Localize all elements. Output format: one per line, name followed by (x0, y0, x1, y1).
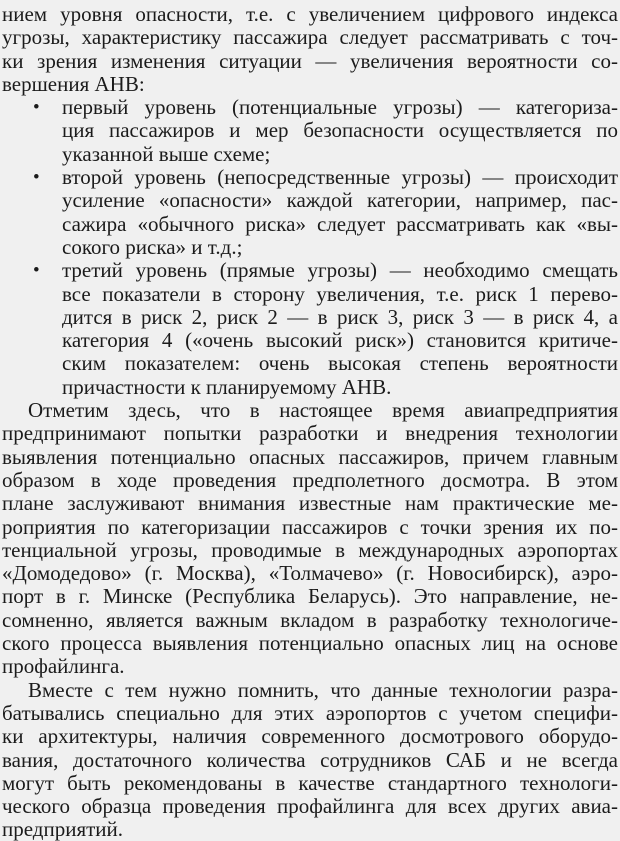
bullet-icon: • (33, 260, 40, 282)
text-line: ческого образца проведения профайлинга для всех других авиа- (2, 794, 618, 819)
text-line: ки архитектуры, наличия современного досмотрового оборудо- (2, 724, 618, 749)
text-line: «Домодедово» (г. Москва), «Толмачево» (г. Новосибирск), аэро- (2, 561, 618, 586)
text-line: ским показателем: очень высокая степень вероятности (62, 351, 618, 376)
text-line: профайлинга. (2, 654, 125, 679)
text-line: образом в ходе проведения предполетного досмотра. В этом (2, 467, 618, 492)
text-line: все показатели в сторону увеличения, т.е. риск 1 перево- (62, 281, 618, 306)
text-line: сажира «обычного риска» следует рассматривать как «вы- (62, 211, 618, 236)
bullet-icon: • (33, 167, 40, 189)
text-line: сомненно, является важным вкладом в разработку технологиче- (2, 607, 618, 632)
text-line: ки зрения изменения ситуации — увеличения вероятности со- (2, 48, 618, 73)
bullet-icon: • (33, 97, 40, 119)
text-line: роприятия по категоризации пассажиров с точки зрения их по- (2, 514, 618, 539)
bullet-item (2, 166, 618, 259)
text-line: вершения АНВ: (2, 71, 145, 96)
bullet-item (2, 96, 618, 166)
text-line: причастности к планируемому АНВ. (62, 374, 392, 399)
bullet-item (2, 259, 618, 399)
text-line: второй уровень (непосредственные угрозы) — происходит (62, 165, 618, 190)
text-line: Вместе с тем нужно помнить, что данные технологии разра- (28, 677, 618, 702)
text-line: выявления потенциально опасных пассажиров, причем главным (2, 444, 618, 469)
text-line: угрозы, характеристику пассажира следует рассматривать с точ- (2, 25, 618, 50)
text-line: ция пассажиров и мер безопасности осуществляется по (62, 118, 618, 143)
text-line: категория 4 («очень высокий риск») становится критиче- (62, 328, 618, 353)
text-line: Отметим здесь, что в настоящее время авиапредприятия (28, 398, 618, 423)
paragraph (2, 679, 618, 841)
text-line: нием уровня опасности, т.е. с увеличением цифрового индекса (2, 2, 618, 26)
text-line: порт в г. Минске (Республика Беларусь). Это направление, не- (2, 584, 618, 609)
text-line: первый уровень (потенциальные угрозы) — категориза- (62, 95, 618, 120)
text-line: ского процесса выявления потенциально опасных лиц на основе (2, 631, 618, 656)
text-line: дится в риск 2, риск 2 — в риск 3, риск 3 — в риск 4, а (62, 304, 618, 329)
text-line: усиление «опасности» каждой категории, например, пас- (62, 188, 618, 213)
text-line: плане заслуживают внимания известные нам практические ме- (2, 491, 618, 516)
text-line: могут быть рекомендованы в качестве стандартного технологи- (2, 770, 618, 795)
paragraph (2, 399, 618, 679)
text-line: предприятий. (2, 817, 124, 841)
paragraph (2, 3, 618, 96)
text-line: указанной выше схеме; (62, 141, 271, 166)
text-line: третий уровень (прямые угрозы) — необходимо смещать (62, 258, 618, 283)
text-line: вания, достаточного количества сотрудников САБ и не всегда (2, 747, 618, 772)
text-line: тенциальной угрозы, проводимые в международных аэропортах (2, 537, 618, 562)
text-line: батывались специально для этих аэропортов с учетом специфи- (2, 700, 618, 725)
text-line: предпринимают попытки разработки и внедрения технологии (2, 421, 618, 446)
text-line: сокого риска» и т.д.; (62, 234, 243, 259)
